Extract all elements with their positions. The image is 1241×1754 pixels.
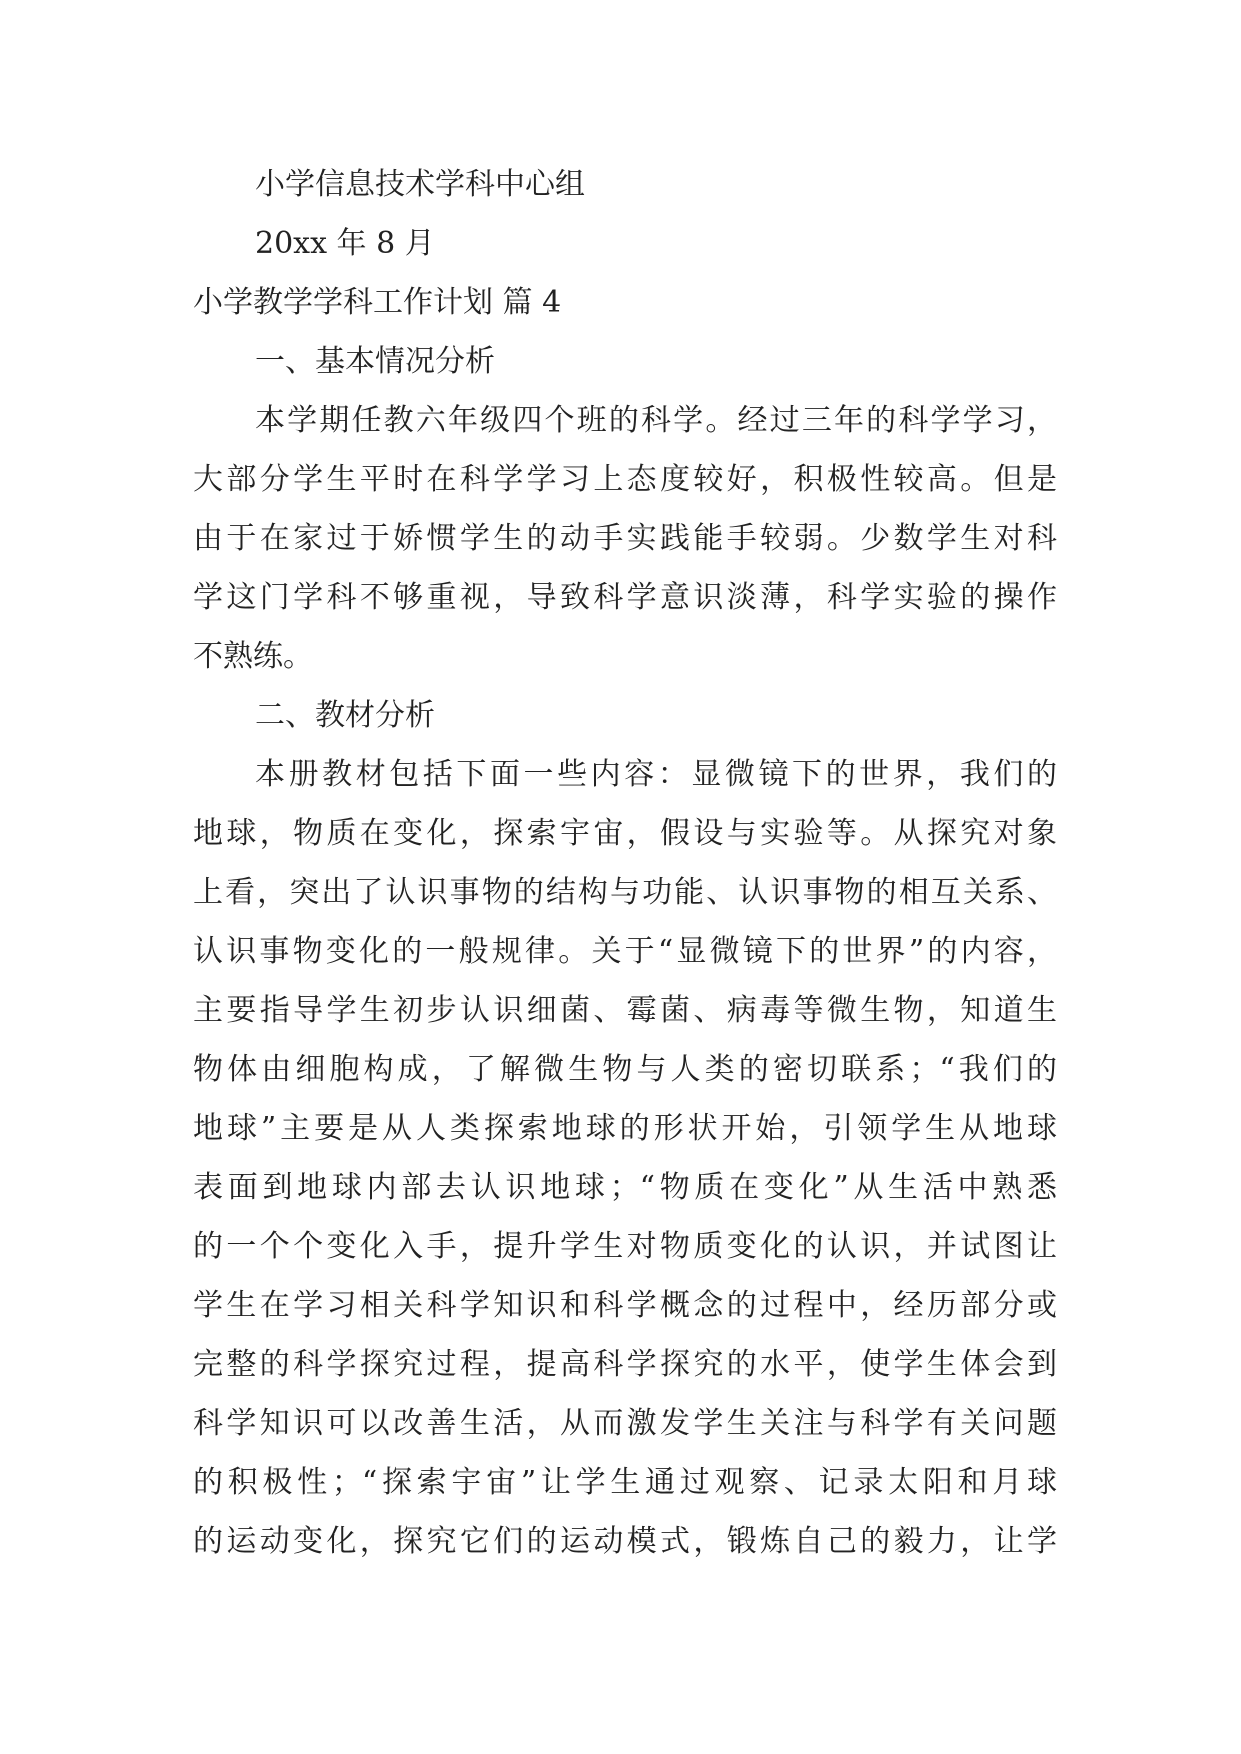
paragraph-line: 的运动变化，探究它们的运动模式，锻炼自己的毅力，让学 (193, 1524, 1057, 1559)
paragraph-line: 由于在家过于娇惯学生的动手实践能手较弱。少数学生对科 (193, 521, 1057, 556)
paragraph-line: 科学知识可以改善生活，从而激发学生关注与科学有关问题 (193, 1406, 1057, 1441)
paragraph-line: 本册教材包括下面一些内容：显微镜下的世界，我们的 (255, 757, 1057, 792)
section-heading-textbook-analysis: 二、教材分析 (255, 698, 435, 733)
paragraph-line: 的积极性；“探索宇宙”让学生通过观察、记录太阳和月球 (193, 1465, 1057, 1500)
paragraph-line: 地球，物质在变化，探索宇宙，假设与实验等。从探究对象 (193, 816, 1057, 851)
paragraph-line: 上看，突出了认识事物的结构与功能、认识事物的相互关系、 (193, 875, 1057, 910)
paragraph-line: 本学期任教六年级四个班的科学。经过三年的科学学习， (255, 403, 1057, 438)
paragraph-line: 不熟练。 (193, 639, 313, 674)
paragraph-line: 学这门学科不够重视，导致科学意识淡薄，科学实验的操作 (193, 580, 1057, 615)
article-title: 小学教学学科工作计划 篇 4 (193, 285, 562, 320)
paragraph-line: 完整的科学探究过程，提高科学探究的水平，使学生体会到 (193, 1347, 1057, 1382)
paragraph-line: 学生在学习相关科学知识和科学概念的过程中，经历部分或 (193, 1288, 1057, 1323)
paragraph-line: 主要指导学生初步认识细菌、霉菌、病毒等微生物，知道生 (193, 993, 1057, 1028)
paragraph-line: 物体由细胞构成，了解微生物与人类的密切联系；“我们的 (193, 1052, 1057, 1087)
section-heading-basic-analysis: 一、基本情况分析 (255, 344, 495, 379)
signature-org: 小学信息技术学科中心组 (255, 167, 585, 202)
paragraph-line: 的一个个变化入手，提升学生对物质变化的认识，并试图让 (193, 1229, 1057, 1264)
signature-date: 20xx 年 8 月 (255, 226, 435, 261)
paragraph-line: 认识事物变化的一般规律。关于“显微镜下的世界”的内容， (193, 934, 1057, 969)
paragraph-line: 大部分学生平时在科学学习上态度较好，积极性较高。但是 (193, 462, 1057, 497)
paragraph-line: 地球”主要是从人类探索地球的形状开始，引领学生从地球 (193, 1111, 1057, 1146)
paragraph-line: 表面到地球内部去认识地球；“物质在变化”从生活中熟悉 (193, 1170, 1057, 1205)
